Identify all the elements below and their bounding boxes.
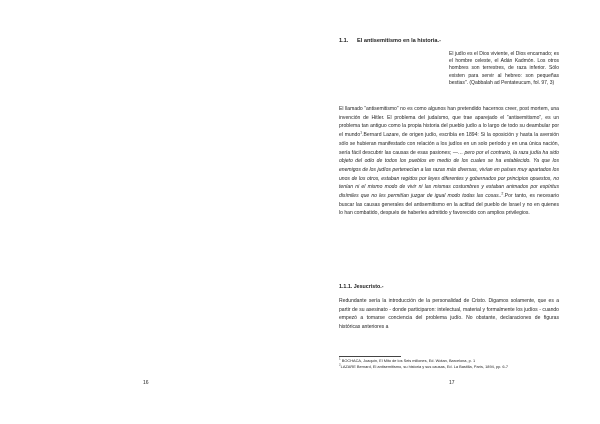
footnote-mark: 2 [339, 362, 341, 367]
subsection-heading: 1.1.1. Jesucristo.- [339, 284, 384, 290]
epigraph-quote: El judío es el Dios viviente, el Dios encarnado; es el hombre celeste, el Adán Kadmón. Los otros hombres son terrestres, de raza inferior. Sólo existen para servir al hebreo: son pequeñas bestias". (Qabbalah ad Pentateucum, fol. 97, 3) [449, 51, 559, 86]
section-number: 1.1. [339, 38, 349, 44]
footnote-2 [339, 364, 559, 370]
footnote-ref-1: 1 [360, 130, 363, 135]
footnote-text: LAZARE Bernard, El antisemitismo, su historia y sus causas, Ed. La Bastilla, París, 1894, pp. 6-7 [340, 363, 509, 369]
body-text-part-3: .Por tanto, es necesario buscar las causas generales del antisemitismo en la actitud del pueblo de Israel y no en quienes lo han combatido, después de haberles admitido y favorecido con amplios privilegios. [339, 193, 559, 217]
footnote-ref-2: 2 [501, 191, 504, 196]
left-page-number: 16 [143, 380, 149, 386]
footnotes [339, 358, 559, 369]
section-title: El antisemitismo en la historia.- [357, 38, 441, 44]
body-text-part-2: .Bernard Lazare, de origen judío, escribía en 1894: Si la oposición y hasta la aversión sólo se hubieran manifestado con relación a los judíos en un solo período y en una única nación, sería fácil descubrir las causas de esas pasiones; —… [339, 132, 559, 156]
footnote-divider [339, 356, 401, 357]
body-paragraph [339, 105, 559, 218]
footnote-mark: 1 [339, 356, 341, 361]
body-text-part-1: El llamado “antisemitismo” no es como algunos han pretendido hacernos creer, post mortem, una invención de Hitler. El problema del judaísmo, que trae aparejado el “antisemitismo”, es un problema tan antiguo como la propia historia del pueblo judío a lo largo de todo su deambular por el mundo [339, 106, 559, 139]
subsection-paragraph: Redundante sería la introducción de la personalidad de Cristo. Digamos solamente, que es a partir de su asesinato - donde participaron: intelectual, material y formalmente los judíos - cuando empezó a tomarse conciencia del problema judío. No obstante, declaraciones de figuras históricas anteriores a [339, 298, 559, 331]
section-heading [339, 38, 559, 44]
body-italic-quote: pero por el contrario, la raza judía ha sido objeto del odio de todos los pueblos en medio de los cuales se ha establecido. Ya que los enemigos de los judíos pertenecían a las razas más diversas, vivían en países muy apartados los unos de los otros, estaban regidos por leyes diferentes y gobernados por principios opuestos, no tenían ni el mismo modo de vivir ni las mismas costumbres y estaban animados por espíritus disímiles que no les permitían juzgar de igual modo todas las cosas.. [339, 149, 559, 200]
footnote-text: BOCHACA, Joaquín, El Mito de los Seis millones, Ed. Wotan, Barcelona, p. 1 [341, 358, 476, 363]
right-page-number: 17 [449, 380, 455, 386]
